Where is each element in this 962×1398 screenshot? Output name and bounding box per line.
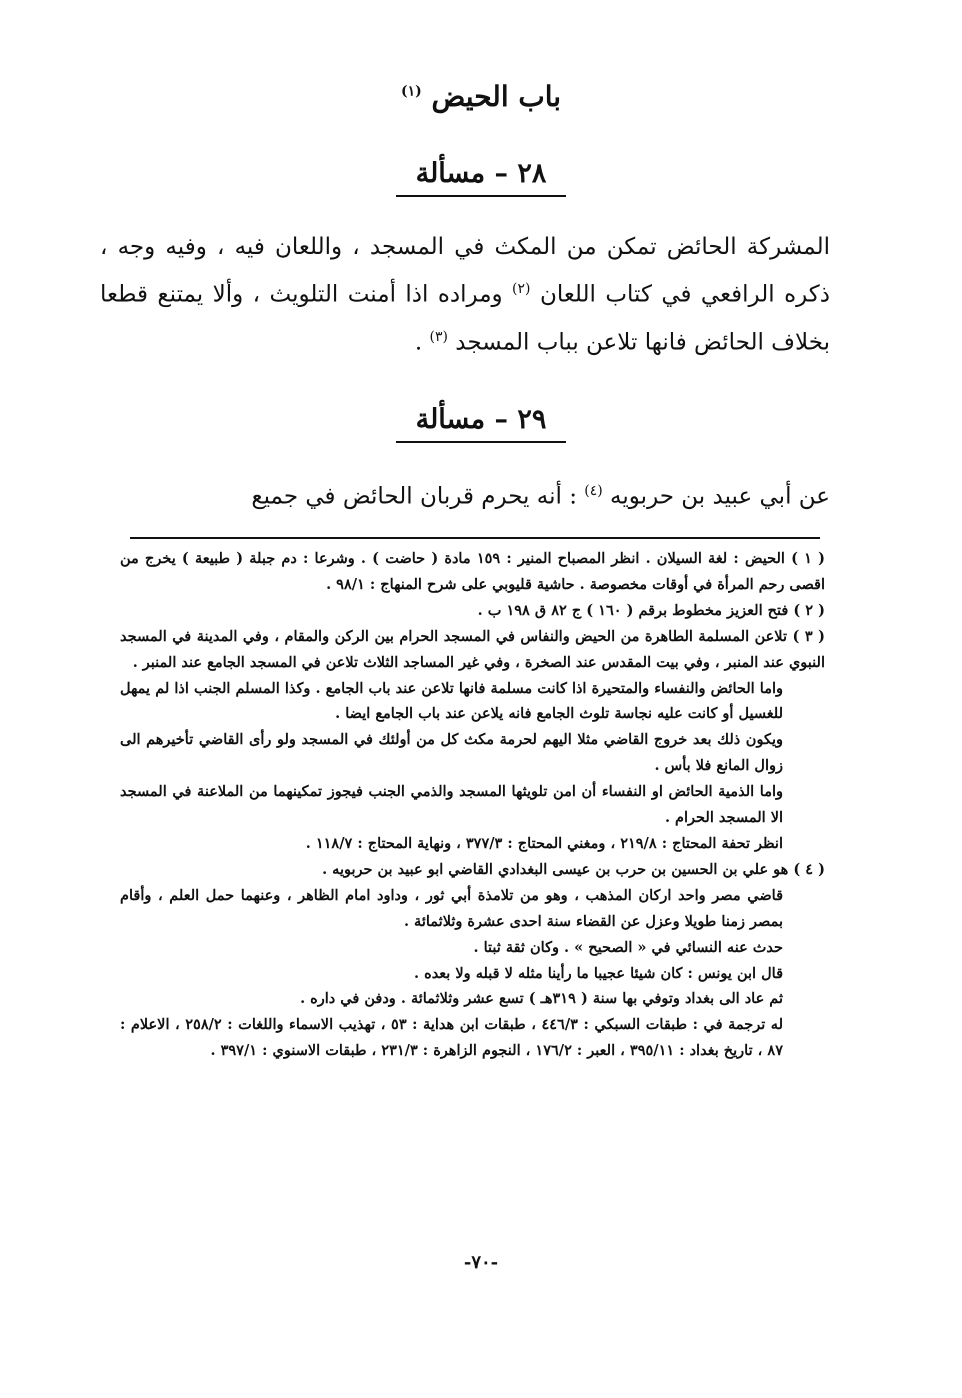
footnotes-section: [120, 546, 825, 1064]
footnote-3-paragraph: واما الذمية الحائض او النفساء أن امن تلويثها المسجد والذمي الجنب فيجوز تمكينهما من الملاعنة في المسجد الا المسجد الحرام .: [120, 783, 783, 827]
heading-underline: [396, 195, 566, 197]
issue-29-paragraph: [100, 470, 830, 518]
footnote-3-sources: انظر تحفة المحتاج : ٢١٩/٨ ، ومغني المحتاج : ٣٧٧/٣ ، ونهاية المحتاج : ١١٨/٧ .: [305, 834, 783, 852]
footnote-3-paragraph: ويكون ذلك بعد خروج القاضي مثلا اليهم لحرمة مكث كل من أولئك في المسجد ولو رأى القاضي تأخيرهم الى زوال المانع فلا بأس .: [120, 731, 783, 775]
footnote-3-paragraph: واما الحائض والنفساء والمتحيرة اذا كانت مسلمة فانها تلاعن عند باب الجامع . وكذا المسلم الجنب اذا لم يمهل للغسيل أو كانت عليه نجاسة تلوث الجامع فانه يلاعن عند باب الجامع ايضا .: [120, 679, 783, 723]
footnote-1: ( ١ ) الحيض : لغة السيلان . انظر المصباح المنير : ١٥٩ مادة ( حاضت ) . وشرعا : دم جبلة ( طبيعة ) يخرج من اقصى رحم المرأة في أوقات مخصوصة . حاشية قليوبي على شرح المنهاج : ٩٨/١ .: [120, 550, 825, 593]
footnote-3: ( ٣ ) تلاعن المسلمة الطاهرة من الحيض والنفاس في المسجد الحرام بين الركن والمقام ، وفي المدينة في المسجد النبوي عند المنبر ، وفي بيت المقدس عند الصخرة ، وفي غير المساجد الثلاث تلاعن في المسجد الجامع عند المنبر .: [120, 627, 825, 671]
footnote-separator: [130, 537, 820, 539]
issue-29-heading-text: ٢٩ – مسألة: [415, 404, 547, 435]
issue-28-heading: [0, 158, 962, 197]
footnote-2: ( ٢ ) فتح العزيز مخطوط برقم ( ١٦٠ ) ج ٨٢ ق ١٩٨ ب .: [477, 601, 825, 619]
issue-28-text-2: ومراده اذا أمنت التلويث ، وألا يمتنع قطعا بخلاف الحائض فانها تلاعن بباب المسجد: [100, 281, 830, 356]
chapter-title: [0, 80, 962, 113]
page-number: -٧٠-: [463, 1252, 499, 1273]
issue-29-text-2: : أنه يحرم قربان الحائض في جميع: [251, 483, 577, 510]
footnote-4-paragraph: قال ابن يونس : كان شيئا عجيبا ما رأينا مثله لا قبله ولا بعده .: [414, 964, 783, 982]
issue-28-paragraph: [100, 226, 830, 363]
footnote-ref-4: (٤): [584, 483, 603, 499]
heading-underline: [396, 441, 566, 443]
footnote-4-paragraph: قاضي مصر واحد اركان المذهب ، وهو من تلامذة أبي ثور ، وداود امام الظاهر ، وعنهما حمل العلم ، وأقام بمصر زمنا طويلا وعزل عن القضاء سنة احدى عشرة وثلاثمائة .: [120, 886, 783, 930]
footnote-4: ( ٤ ) هو علي بن الحسين بن حرب بن عيسى البغدادي القاضي ابو عبيد بن حربويه .: [322, 860, 825, 878]
footnote-ref-3: (٣): [429, 328, 448, 345]
issue-28-text-1: المشركة الحائض تمكن من المكث في المسجد ، واللعان فيه ، وفيه وجه ، ذكره الرافعي في كتاب اللعان: [100, 234, 830, 308]
footnote-ref-2: (٢): [512, 281, 531, 297]
footnote-4-paragraph: ثم عاد الى بغداد وتوفي بها سنة ( ٣١٩هـ ) تسع عشر وثلاثمائة . ودفن في داره .: [300, 990, 783, 1008]
issue-29-heading: [0, 404, 962, 443]
footnote-4-sources: له ترجمة في : طبقات السبكي : ٤٤٦/٣ ، طبقات ابن هداية : ٥٣ ، تهذيب الاسماء واللغات : ٢٥٨/٢ ، الاعلام : ٨٧ ، تاريخ بغداد : ٣٩٥/١١ ، العبر : ١٧٦/٢ ، النجوم الزاهرة : ٢٣١/٣ ، طبقات الاسنوي : ٣٩٧/١ .: [120, 1016, 783, 1060]
issue-28-heading-text: ٢٨ – مسألة: [415, 158, 547, 189]
chapter-title-text: باب الحيض: [431, 80, 562, 113]
footnote-ref-1: (١): [400, 83, 422, 100]
issue-29-text-1: عن أبي عبيد بن حربويه: [610, 483, 830, 510]
issue-28-text-end: .: [414, 329, 423, 356]
footnote-4-paragraph: حدث عنه النسائي في « الصحيح » . وكان ثقة ثبتا .: [473, 938, 783, 956]
